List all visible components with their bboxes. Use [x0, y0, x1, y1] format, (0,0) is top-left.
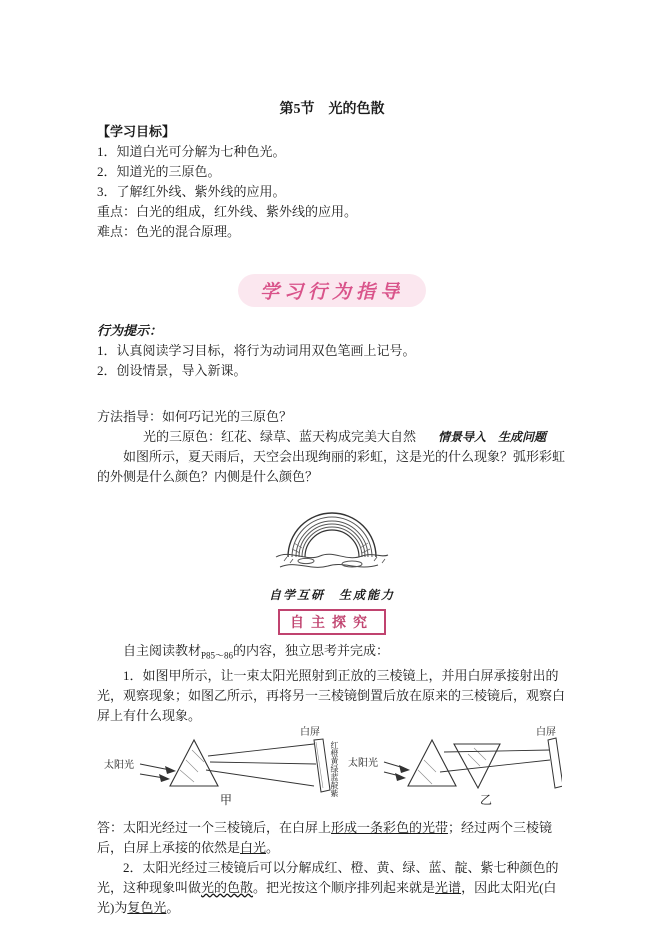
- answer-2-underline-spectrum: 光谱: [435, 879, 462, 895]
- sunlight-label-left: 太阳光: [104, 759, 134, 771]
- reading-instruction: [97, 641, 567, 666]
- scene-intro-note: 情景导入 生成问题: [438, 430, 547, 444]
- sunlight-arrows-right: [384, 762, 410, 781]
- rainbow-question: 如图所示，夏天雨后，天空会出现绚丽的彩虹，这是光的什么现象？弧形彩虹的外侧是什么颜色？内侧是什么颜色？: [97, 449, 566, 484]
- screen-label-right: 白屏: [536, 726, 556, 738]
- objective-item: 重点：白光的组成，红外线、紫外线的应用。: [97, 204, 358, 219]
- question-1: 1．如图甲所示，让一束太阳光照射到正放的三棱镜上，并用白屏承接射出的光，观察现象；如图乙所示，再将另一三棱镜倒置后放在原来的三棱镜后，观察白屏上有什么现象。: [97, 667, 566, 723]
- objective-item: 3．了解红外线、紫外线的应用。: [97, 184, 286, 199]
- sunlight-arrows-left: [140, 764, 176, 782]
- prism-experiment-diagram: [102, 728, 562, 816]
- objective-item: 2．知道光的三原色。: [97, 164, 221, 179]
- answer-2-text: 2．太阳光经过三棱镜后可以分解成红、橙、黄、绿、蓝、靛、紫七种颜色的光，这种现象叫做: [97, 859, 559, 895]
- answer-2: [97, 858, 567, 918]
- study-guide-banner: 学习行为指导: [238, 274, 426, 307]
- section-caption: 自学互研 生成能力: [268, 588, 395, 602]
- prism-right-upright: [408, 740, 456, 786]
- behavior-tips-heading: 行为提示：: [97, 323, 163, 338]
- figure-label-jia: 甲: [220, 792, 233, 807]
- answer-1-text: 答：太阳光经过一个三棱镜后，在白屏上: [97, 819, 332, 835]
- sunlight-label-right: 太阳光: [348, 757, 378, 769]
- explore-box-wrap: [97, 609, 567, 635]
- answer-2-text: 。把光按这个顺序排列起来就是: [253, 879, 436, 895]
- three-primary-colors-text: 光的三原色：红花、绿草、蓝天构成完美大自然: [143, 429, 417, 444]
- white-screen-right: [548, 738, 562, 788]
- behavior-tip-item: 1．认真阅读学习目标，将行为动词用双色笔画上记号。: [97, 343, 416, 358]
- textbook-pages: P85～86: [201, 650, 234, 661]
- reading-suffix: 的内容，独立思考并完成：: [233, 643, 390, 658]
- prism-left: [170, 740, 218, 786]
- answer-2-text: 。: [166, 899, 180, 915]
- white-screen-left: [314, 739, 330, 792]
- answer-1-text: ；经过两个三棱镜后，白屏上承接的依然是: [97, 819, 553, 855]
- rainbow-figure: [97, 491, 567, 584]
- reading-prefix: 自主阅读教材: [123, 643, 202, 658]
- answer-1-text: 。: [266, 839, 280, 855]
- answer-2-underline-composite: 复色光: [127, 899, 167, 915]
- answer-1-underline-white: 白光: [240, 839, 267, 855]
- answer-1-underline-band: 形成一条彩色的光带: [331, 819, 449, 835]
- rainbow-illustration: [270, 491, 394, 579]
- objective-item: 难点：色光的混合原理。: [97, 224, 241, 239]
- behavior-tip-item: 2．创设情景，导入新课。: [97, 363, 247, 378]
- answer-2-underline-dispersion: 光的色散: [201, 879, 254, 895]
- objective-item: 1．知道白光可分解为七种色光。: [97, 144, 286, 159]
- spectrum-rays-left: [206, 744, 316, 786]
- answer-2-text: ，因此太阳光(白光)为: [97, 879, 557, 915]
- ground-water: [276, 554, 388, 567]
- screen-label-left: 白屏: [300, 726, 320, 738]
- decorative-banner-wrap: [97, 274, 567, 307]
- answer-1: [97, 818, 567, 858]
- spectrum-colors-label: 红橙黄绿蓝靛紫: [330, 740, 339, 797]
- method-guide: [97, 407, 567, 447]
- figure-label-yi: 乙: [480, 792, 493, 807]
- rainbow-arcs: [288, 513, 376, 557]
- page-title: 第5节 光的色散: [279, 102, 385, 117]
- self-explore-box: 自主探究: [278, 609, 386, 635]
- method-guide-line1: 方法指导：如何巧记光的三原色？: [97, 409, 293, 424]
- method-guide-line2: [97, 427, 567, 447]
- objectives-heading: 【学习目标】: [97, 124, 176, 139]
